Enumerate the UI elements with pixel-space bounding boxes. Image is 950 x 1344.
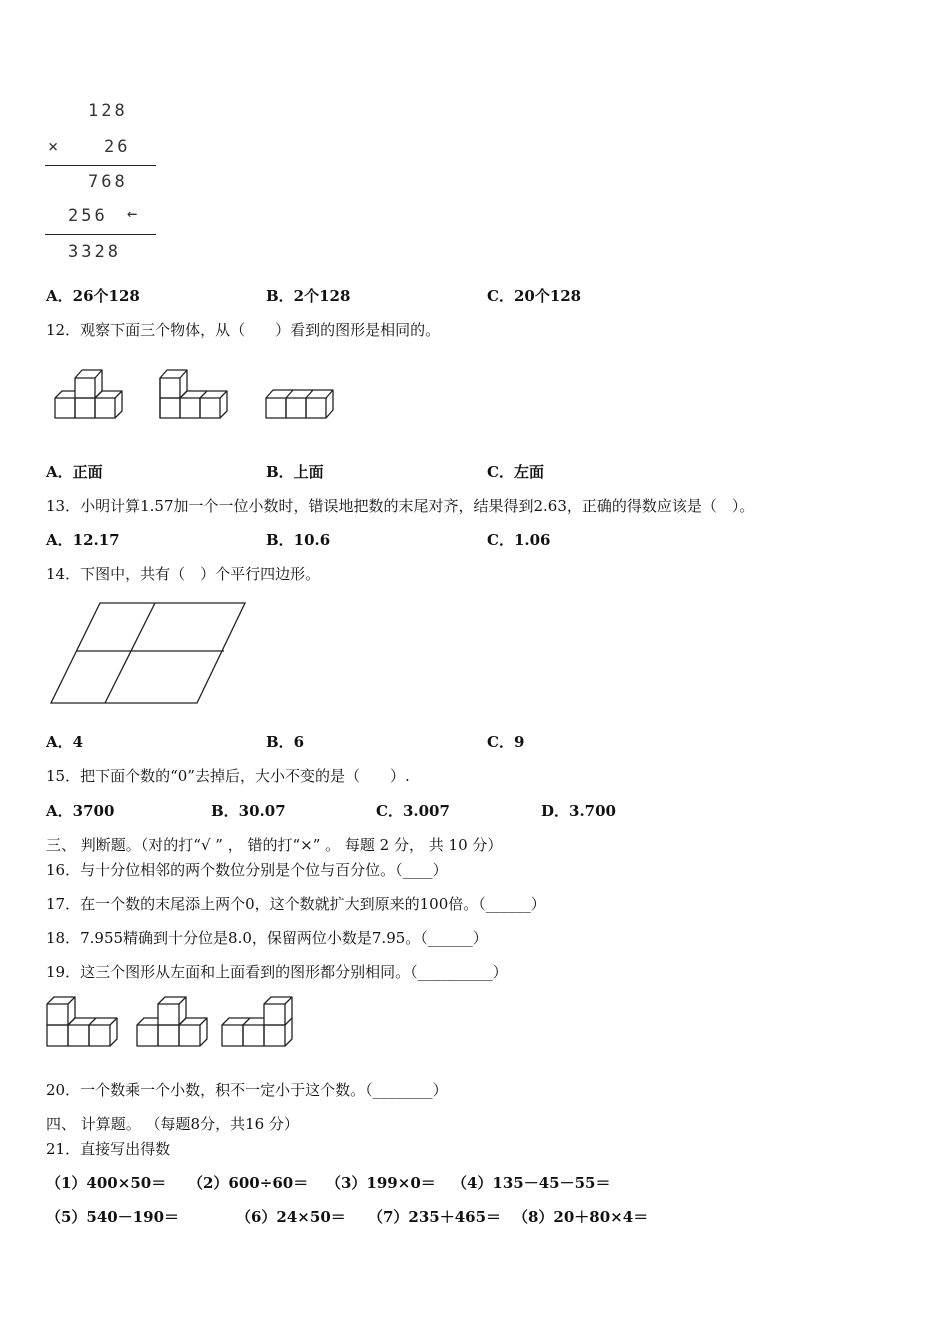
- q13-option-c[interactable]: C．1.06: [487, 531, 551, 549]
- q14-option-a[interactable]: A．4: [46, 733, 84, 751]
- q15-option-d[interactable]: D．3.700: [541, 802, 616, 820]
- q21-item-6: （6）24×50＝: [236, 1208, 346, 1226]
- q21-item-4: （4）135－45－55＝: [452, 1174, 611, 1192]
- q17-text: 17．在一个数的末尾添上两个0，这个数就扩大到原来的100倍。（______）: [46, 895, 546, 913]
- q13-option-a[interactable]: A．12.17: [46, 531, 120, 549]
- q11-option-b[interactable]: B．2个128: [266, 287, 351, 305]
- q19-text: 19．这三个图形从左面和上面看到的图形都分别相同。（__________）: [46, 963, 508, 981]
- q12-option-a[interactable]: A．正面: [46, 463, 103, 481]
- q15-text: 15．把下面个数的“0”去掉后，大小不变的是（ ）.: [46, 767, 410, 785]
- q21-item-7: （7）235＋465＝: [368, 1208, 502, 1226]
- q12-text: 12．观察下面三个物体，从（ ）看到的图形是相同的。: [46, 321, 441, 339]
- q14-option-b[interactable]: B．6: [266, 733, 305, 751]
- q21-text: 21．直接写出得数: [46, 1140, 171, 1158]
- multiplicand: 128: [88, 101, 128, 121]
- section-4-heading: 四、 计算题。 （每题8分，共16 分）: [46, 1115, 299, 1133]
- section-3-heading: 三、 判断题。（对的打“√ ” ， 错的打“×” 。 每题 2 分， 共 10 分）: [46, 836, 503, 854]
- q18-text: 18．7.955精确到十分位是8.0，保留两位小数是7.95。（______）: [46, 929, 488, 947]
- multiplier: 26: [104, 137, 131, 157]
- left-arrow-icon: ←: [127, 204, 138, 224]
- q13-option-b[interactable]: B．10.6: [266, 531, 331, 549]
- final-product: 3328: [68, 242, 121, 262]
- q15-option-b[interactable]: B．30.07: [211, 802, 286, 820]
- q21-item-1: （1）400×50＝: [46, 1174, 167, 1192]
- q21-item-3: （3）199×0＝: [326, 1174, 436, 1192]
- q12-option-c[interactable]: C．左面: [487, 463, 544, 481]
- q14-text: 14．下图中，共有（ ）个平行四边形。: [46, 565, 321, 583]
- times-sign: ×: [48, 137, 62, 157]
- q12-option-b[interactable]: B．上面: [266, 463, 324, 481]
- q11-option-c[interactable]: C．20个128: [487, 287, 582, 305]
- q16-text: 16．与十分位相邻的两个数位分别是个位与百分位。（____）: [46, 861, 448, 879]
- q14-option-c[interactable]: C．9: [487, 733, 525, 751]
- q13-text: 13．小明计算1.57加一个一位小数时，错误地把数的末尾对齐，结果得到2.63，正确的得数应该是（ ）。: [46, 497, 755, 515]
- q21-item-2: （2）600÷60＝: [188, 1174, 309, 1192]
- q19-figure-2: [137, 997, 207, 1046]
- partial-product-1: 768: [88, 172, 128, 192]
- q19-figure-3: [222, 997, 292, 1046]
- q19-figure-1: [47, 997, 117, 1046]
- q20-text: 20．一个数乘一个小数，积不一定小于这个数。（________）: [46, 1081, 448, 1099]
- q11-option-a[interactable]: A．26个128: [46, 287, 140, 305]
- q21-item-8: （8）20＋80×4＝: [513, 1208, 649, 1226]
- partial-product-2: 256: [68, 206, 108, 226]
- q15-option-a[interactable]: A．3700: [46, 802, 115, 820]
- q21-item-5: （5）540－190＝: [46, 1208, 180, 1226]
- q15-option-c[interactable]: C．3.007: [376, 802, 450, 820]
